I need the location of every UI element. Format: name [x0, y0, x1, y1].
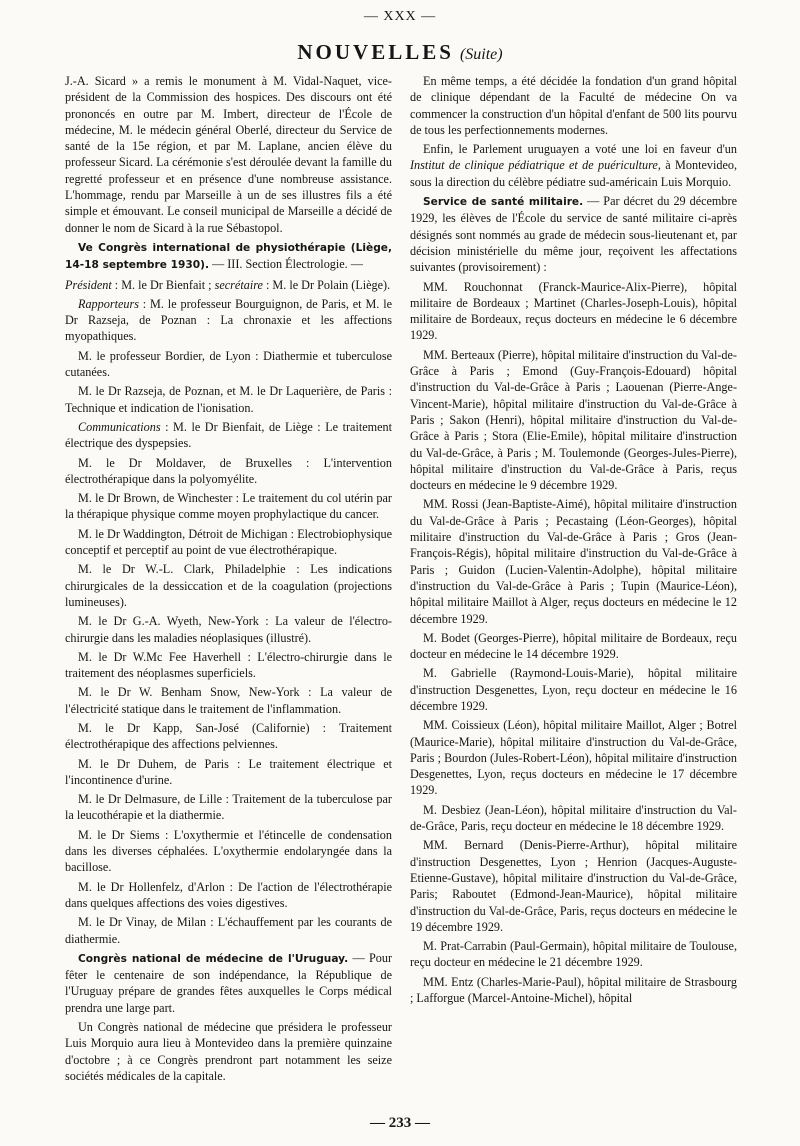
paragraph: M. Prat-Carrabin (Paul-Germain), hôpital militaire de Toulouse, reçu docteur en médecine le 21 décembre 1929. [410, 939, 737, 970]
paragraph: MM. Coissieux (Léon), hôpital militaire Maillot, Alger ; Botrel (Maurice-Marie), hôpital militaire d'instruction du Val-de-Grâce, Paris ; Bourdon (Jules-Robert-Léon), hôpital militaire d'instruction Desgenettes, Lyon, reçus docteurs en médecine le 17 décembre 1929. [410, 718, 737, 798]
paragraph: Congrès national de médecine de l'Uruguay. — Pour fêter le centenaire de son indépendance, la République de l'Uruguay prépare de grandes fêtes auxquelles le Corps médical prendra une large part. [65, 950, 392, 1015]
paragraph: M. le Dr Vinay, de Milan : L'échauffement par les courants de diathermie. [65, 915, 392, 946]
page-folio: — XXX — [363, 9, 437, 24]
paragraph: M. le Dr Brown, de Winchester : Le traitement du col utérin par la thérapique physique comme moyen prophylactique du cancer. [65, 491, 392, 522]
paragraph: M. le Dr G.-A. Wyeth, New-York : La valeur de l'électro-chirurgie dans les maladies néoplasiques (illustré). [65, 614, 392, 645]
paragraph: MM. Rossi (Jean-Baptiste-Aimé), hôpital militaire d'instruction du Val-de-Grâce à Paris ; Pecastaing (Léon-Georges), hôpital militaire d'instruction du Val-de-Grâce à Paris ; Gros (Jean-François-Régis), hôpital militaire d'instruction du Val-de-Grâce à Paris ; Guidon (Lucien-Valentin-Adolphe), hôpital militaire d'instruction du Val-de-Grâce à Paris ; Tupin (Maurice-Léon), hôpital militaire Maillot à Alger, reçus docteurs en médecine le 12 décembre 1929. [410, 497, 737, 626]
paragraph: MM. Entz (Charles-Marie-Paul), hôpital militaire de Strasbourg ; Lafforgue (Marcel-Antoine-Michel), hôpital [410, 974, 737, 1006]
page-header [0, 40, 800, 67]
paragraph: M. le Dr W. Benham Snow, New-York : La valeur de l'électricité statique dans le traitement de l'inflammation. [65, 685, 392, 716]
section-heading: Ve Congrès international de physiothérapie (Liège, 14-18 septembre 1930). [65, 241, 392, 272]
paragraph: M. le Dr W.Mc Fee Haverhell : L'électro-chirurgie dans le traitement des néoplasmes superficiels. [65, 649, 392, 681]
paragraph: M. le Dr Hollenfelz, d'Arlon : De l'action de l'électrothérapie dans quelques affections des voies digestives. [65, 879, 392, 910]
paragraph: M. le professeur Bordier, de Lyon : Diathermie et tuberculose cutanées. [65, 348, 392, 380]
paragraph: Un Congrès national de médecine que présidera le professeur Luis Morquio aura lieu à Montevideo dans la première quinzaine d'octobre ; à ce Congrès prendront part notamment les seize sociétés médicales de la capitale. [65, 1020, 392, 1083]
paragraph: M. le Dr Razseja, de Poznan, et M. le Dr Laquerière, de Paris : Technique et indication de l'ionisation. [65, 384, 392, 415]
page-number: — 233 — [370, 1115, 430, 1131]
paragraph: MM. Rouchonnat (Franck-Maurice-Alix-Pierre), hôpital militaire de Bordeaux ; Martinet (Charles-Joseph-Louis), hôpital militaire de Bordeaux, reçus docteurs en médecine le 6 décembre 1929. [410, 279, 737, 343]
header-subtitle: (Suite) [459, 46, 503, 63]
paragraph: J.-A. Sicard » a remis le monument à M. Vidal-Naquet, vice-président de la Commission des hospices. Des discours ont été prononcés en outre par M. Imbert, directeur de l'École de médecine, M. le médecin général Oberlé, directeur du Service de santé de la 15e région, et par M. Laplane, ancien élève du professeur Sicard. La cérémonie s'est déroulée devant la famille du regretté professeur et en présence d'une nombreuse assistance. L'hommage, rendu par Marseille à un de ses illustres fils a été simple et émouvant. Le conseil municipal de Marseille a décidé de donner le nom de Sicard à la rue Sébastopol. [65, 74, 392, 235]
paragraph: MM. Berteaux (Pierre), hôpital militaire d'instruction du Val-de-Grâce à Paris ; Emond (Guy-François-Edouard) hôpital d'instruction du Val-de-Grâce à Paris ; Laouenan (Pierre-Ange-Vincent-Marie), hôpital militaire d'instruction du Val-de-Grâce à Paris ; Sakon (Henri), hôpital militaire d'instruction du Val-de-Grâce à Paris ; Stora (Elie-Emile), hôpital militaire d'instruction du Val-de-Grâce, à Paris ; M. Toulemonde (Georges-Jules-Pierre), hôpital militaire d'instruction du Val-de-Grâce à Paris, reçus docteurs en médecine le 9 décembre 1929. [410, 347, 737, 493]
section-heading: Congrès national de médecine de l'Uruguay. [78, 952, 349, 965]
paragraph: M. le Dr W.-L. Clark, Philadelphie : Les indications chirurgicales de la dessiccation et de la coagulation (projections lumineuses). [65, 562, 392, 609]
paragraph: Président : M. le Dr Bienfait ; secrétaire : M. le Dr Polain (Liège). [65, 277, 391, 292]
paragraph: M. Desbiez (Jean-Léon), hôpital militaire d'instruction du Val-de-Grâce, Paris, reçu docteur en médecine le 18 décembre 1929. [410, 802, 737, 834]
paragraph: Service de santé militaire. — Par décret du 29 décembre 1929, les élèves de l'École du service de santé militaire ci-après désignés sont nommés au grade de médecin sous-lieutenant et, par décision ministérielle du même jour, reçoivent les affectations suivantes (provisoirement) : [410, 194, 737, 275]
paragraph: M. Bodet (Georges-Pierre), hôpital militaire de Bordeaux, reçu docteur en médecine le 14 décembre 1929. [410, 630, 737, 662]
paragraph: M. le Dr Waddington, Détroit de Michigan : Electrobiophysique conceptif et perceptif au point de vue électrothérapique. [65, 526, 392, 558]
paragraph: MM. Bernard (Denis-Pierre-Arthur), hôpital militaire d'instruction Desgenettes, Lyon ; Henrion (Jacques-Auguste-Etienne-Gustave), hôpital militaire d'instruction du Val-de-Grâce, Paris; Raboutet (Edmond-Jean-Maurice), hôpital militaire d'instruction du Val-de-Grâce, Paris, reçus docteurs en médecine le 19 décembre 1929. [410, 838, 737, 934]
paragraph: Ve Congrès international de physiothérapie (Liège, 14-18 septembre 1930). — III. Section Électrologie. — [65, 241, 392, 272]
paragraph: M. le Dr Duhem, de Paris : Le traitement électrique et l'incontinence d'urine. [65, 756, 392, 787]
left-column [65, 73, 392, 1087]
paragraph: M. le Dr Delmasure, de Lille : Traitement de la tuberculose par la leucothérapie et la diathermie. [65, 792, 392, 823]
header-title: NOUVELLES [297, 40, 454, 64]
paragraph: M. le Dr Kapp, San-José (Californie) : Traitement électrothérapique des affections pelviennes. [65, 720, 392, 752]
section-heading: Service de santé militaire. [423, 196, 584, 209]
paragraph: Enfin, le Parlement uruguayen a voté une loi en faveur d'un Institut de clinique pédiatrique et de puériculture, à Montevideo, sous la direction du célèbre pédiatre sud-américain Luis Morquio. [410, 142, 737, 189]
paragraph: M. le Dr Moldaver, de Bruxelles : L'intervention électrothérapique dans la polyomyélite. [65, 455, 392, 486]
paragraph: Communications : M. le Dr Bienfait, de Liège : Le traitement électrique des dyspepsies. [65, 419, 392, 451]
paragraph: M. le Dr Siems : L'oxythermie et l'étincelle de condensation dans les diverses céphalées. L'oxythermie endolaryngée dans la bacillose. [65, 827, 392, 875]
paragraph: Rapporteurs : M. le professeur Bourguignon, de Paris, et M. le Dr Razseja, de Poznan : La chronaxie et les affections myopathiques. [65, 296, 392, 344]
right-column [410, 73, 737, 1009]
paragraph: En même temps, a été décidée la fondation d'un grand hôpital de clinique dépendant de la Faculté de médecine On va commencer la construction d'un hôpital d'enfant de 500 lits pourvu de tous les perfectionnements modernes. [410, 74, 737, 137]
paragraph: M. Gabrielle (Raymond-Louis-Marie), hôpital militaire d'instruction Desgenettes, Lyon, reçu docteur en médecine le 16 décembre 1929. [410, 666, 737, 713]
